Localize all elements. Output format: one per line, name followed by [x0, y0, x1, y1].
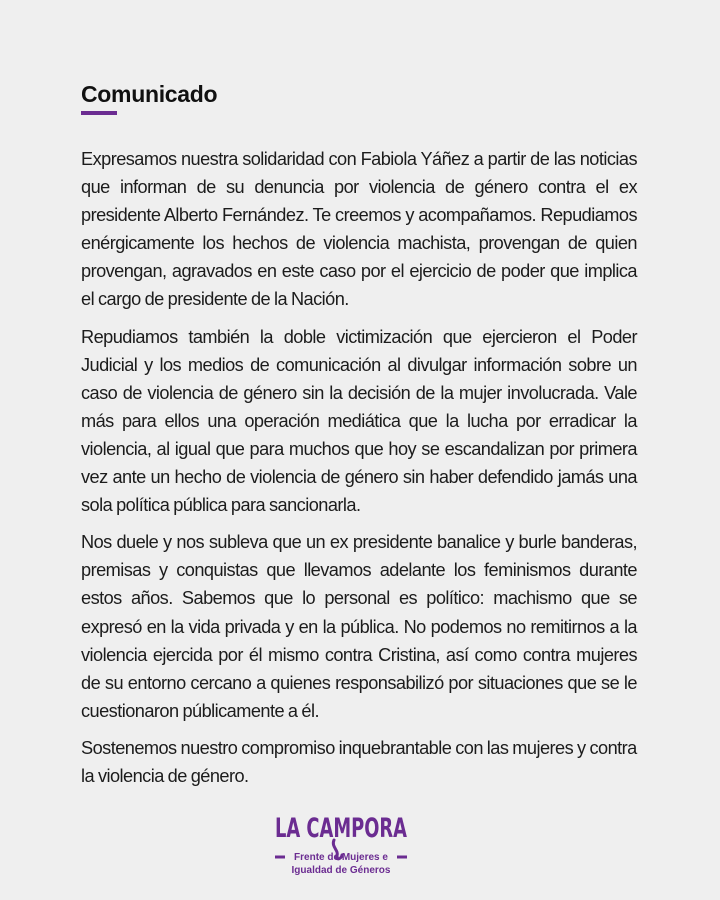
document-body [81, 145, 637, 799]
document-title: Comunicado [81, 81, 218, 107]
paragraph-4: Sostenemos nuestro compromiso inquebrantable con las mujeres y contra la violencia de género. [81, 737, 637, 786]
logo-dash-left [275, 856, 285, 859]
la-campora-logo [271, 802, 411, 882]
logo-subtitle-line-2: Igualdad de Géneros [291, 865, 391, 876]
title-underline [81, 111, 117, 115]
logo-graphic [271, 802, 411, 882]
logo-subtitle-line-1: Frente de Mujeres e [294, 852, 388, 863]
paragraph-3: Nos duele y nos subleva que un ex presidente banalice y burle banderas, premisas y conquistas que llevamos adelante los feminismos durante estos años. Sabemos que lo personal es político: machismo que se expresó en la vida privada y en la pública. No podemos no remitirnos a la violencia ejercida por él mismo contra Cristina, así como contra mujeres de su entorno cercano a quienes responsabilizó por situaciones que se le cuestionaron públicamente a él. [81, 532, 637, 721]
logo-wordmark: LA CAMPORA [275, 813, 408, 844]
paragraph-1: Expresamos nuestra solidaridad con Fabiola Yáñez a partir de las noticias que informan de su denuncia por violencia de género contra el ex presidente Alberto Fernández. Te creemos y acompañamos. Repudiamos enérgicamente los hechos de violencia machista, provengan de quien provengan, agravados en este caso por el ejercicio de poder que implica el cargo de presidente de la Nación. [81, 149, 637, 310]
paragraph-2: Repudiamos también la doble victimización que ejercieron el Poder Judicial y los medios de comunicación al divulgar información sobre un caso de violencia de género sin la decisión de la mujer involucrada. Vale más para ellos una operación mediática que la lucha por erradicar la violencia, al igual que para muchos que hoy se escandalizan por primera vez ante un hecho de violencia de género sin haber defendido jamás una sola política pública para sancionarla. [81, 326, 637, 516]
logo-dash-right [397, 856, 407, 859]
